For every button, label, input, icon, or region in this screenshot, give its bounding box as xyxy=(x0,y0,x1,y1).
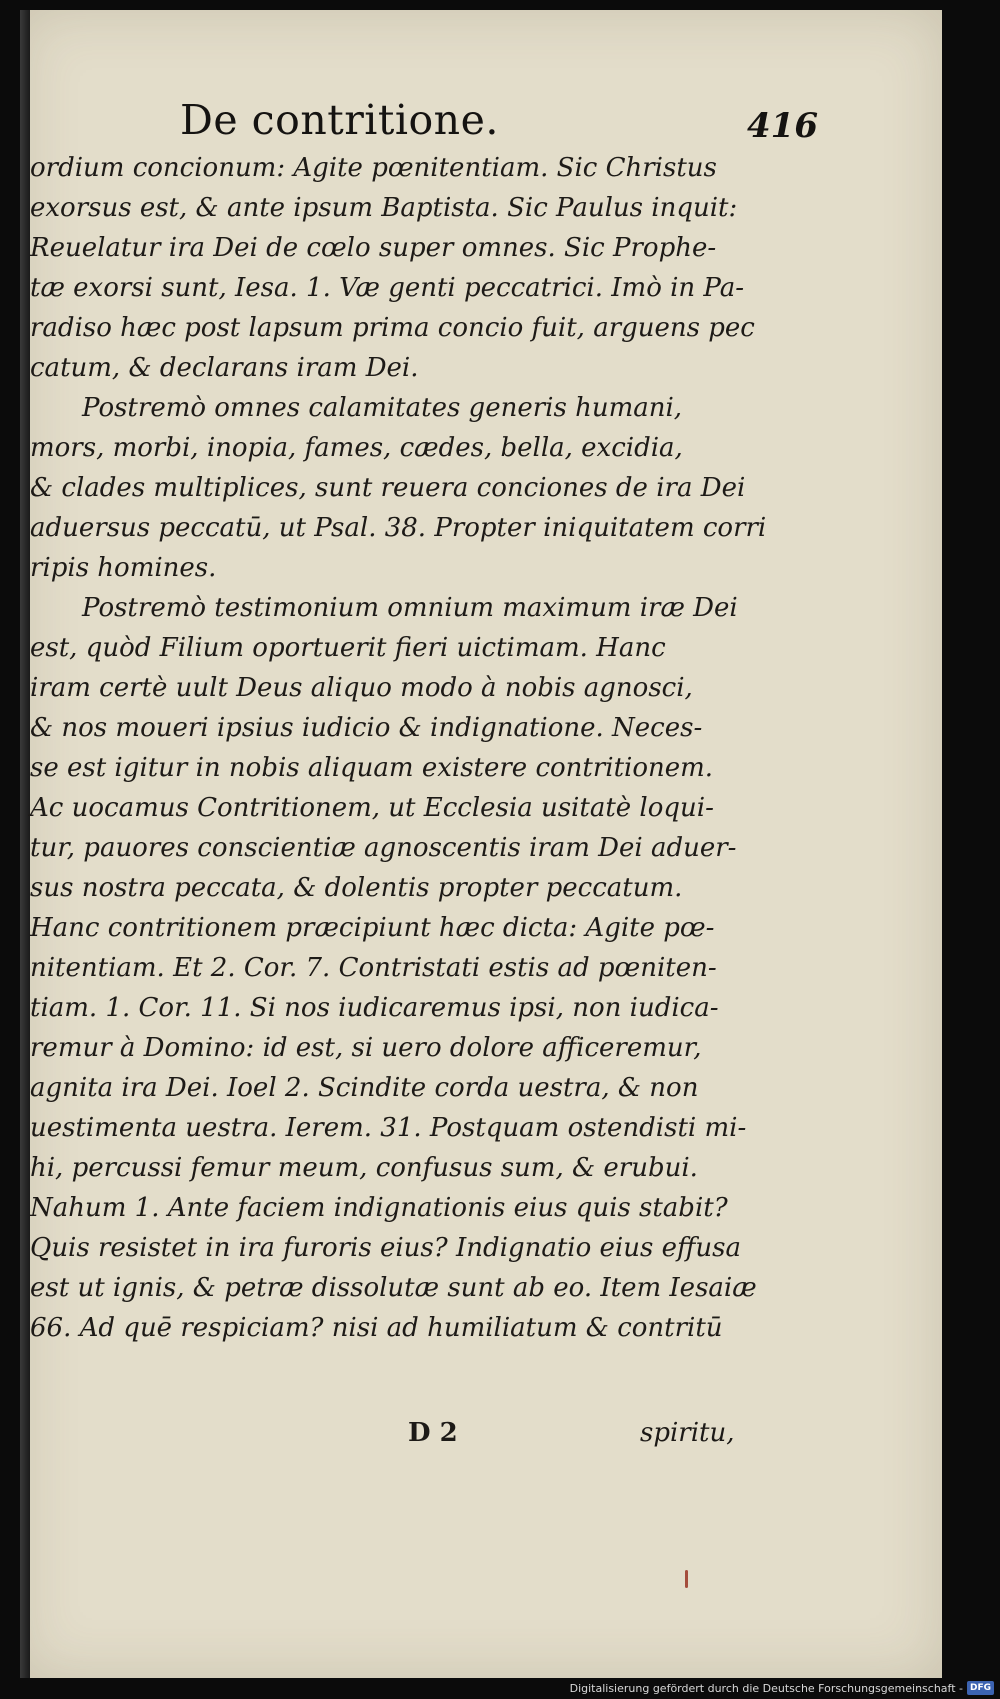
text-line: exorsus est, & ante ipsum Baptista. Sic Paulus inquit: xyxy=(30,193,738,223)
text-line: tiam. 1. Cor. 11. Si nos iudicaremus ipsi, non iudica- xyxy=(30,993,719,1023)
text-line: catum, & declarans iram Dei. xyxy=(30,353,419,383)
catchword-line xyxy=(30,1418,735,1458)
text-line: uestimenta uestra. Ierem. 31. Postquam ostendisti mi- xyxy=(30,1113,747,1143)
text-line: remur à Domino: id est, si uero dolore afficeremur, xyxy=(30,1033,702,1063)
text-line: Postremò omnes calamitates generis humani, xyxy=(82,393,683,423)
book-page xyxy=(20,10,942,1678)
signature-mark: D 2 xyxy=(408,1418,458,1448)
page-number: 416 xyxy=(747,106,818,146)
body-text xyxy=(30,148,767,1348)
text-line: ordium concionum: Agite pœnitentiam. Sic Christus xyxy=(30,153,717,183)
page-gutter xyxy=(20,10,30,1678)
text-line: ripis homines. xyxy=(30,553,217,583)
text-line: & nos moueri ipsius iudicio & indignatione. Neces- xyxy=(30,713,703,743)
text-line: Postremò testimonium omnium maximum iræ Dei xyxy=(82,593,738,623)
text-line: agnita ira Dei. Ioel 2. Scindite corda uestra, & non xyxy=(30,1073,699,1103)
text-line: est, quòd Filium oportuerit fieri uictimam. Hanc xyxy=(30,633,666,663)
text-line: Hanc contritionem præcipiunt hæc dicta: Agite pœ- xyxy=(30,913,715,943)
text-line: tæ exorsi sunt, Iesa. 1. Væ genti peccatrici. Imò in Pa- xyxy=(30,273,745,303)
text-line: iram certè uult Deus aliquo modo à nobis agnosci, xyxy=(30,673,693,703)
text-line: Reuelatur ira Dei de cœlo super omnes. Sic Prophe- xyxy=(30,233,717,263)
footer-credit xyxy=(570,1679,994,1697)
text-line: radiso hæc post lapsum prima concio fuit, arguens pec xyxy=(30,313,755,343)
text-line: & clades multiplices, sunt reuera conciones de ira Dei xyxy=(30,473,746,503)
text-line: Nahum 1. Ante faciem indignationis eius quis stabit? xyxy=(30,1193,728,1223)
footer-credit-text: Digitalisierung gefördert durch die Deutsche Forschungsgemeinschaft - xyxy=(569,1681,963,1695)
text-line: nitentiam. Et 2. Cor. 7. Contristati estis ad pœniten- xyxy=(30,953,717,983)
running-head xyxy=(160,96,880,156)
text-line: aduersus peccatū, ut Psal. 38. Propter iniquitatem corri xyxy=(30,513,767,543)
text-line: sus nostra peccata, & dolentis propter peccatum. xyxy=(30,873,683,903)
running-title: De contritione. xyxy=(180,96,499,144)
text-line: est ut ignis, & petræ dissolutæ sunt ab eo. Item Iesaiæ xyxy=(30,1273,757,1303)
text-line: hi, percussi femur meum, confusus sum, & erubui. xyxy=(30,1153,698,1183)
catchword: spiritu, xyxy=(640,1418,735,1448)
text-line: se est igitur in nobis aliquam existere contritionem. xyxy=(30,753,714,783)
ink-stain xyxy=(685,1570,688,1588)
text-line: Quis resistet in ira furoris eius? Indignatio eius effusa xyxy=(30,1233,741,1263)
text-line: 66. Ad quē respiciam? nisi ad humiliatum & contritū xyxy=(30,1313,723,1343)
dfg-logo-icon: DFG xyxy=(967,1681,994,1695)
text-line: Ac uocamus Contritionem, ut Ecclesia usitatè loqui- xyxy=(30,793,714,823)
text-line: mors, morbi, inopia, fames, cædes, bella, excidia, xyxy=(30,433,683,463)
text-line: tur, pauores conscientiæ agnoscentis iram Dei aduer- xyxy=(30,833,737,863)
